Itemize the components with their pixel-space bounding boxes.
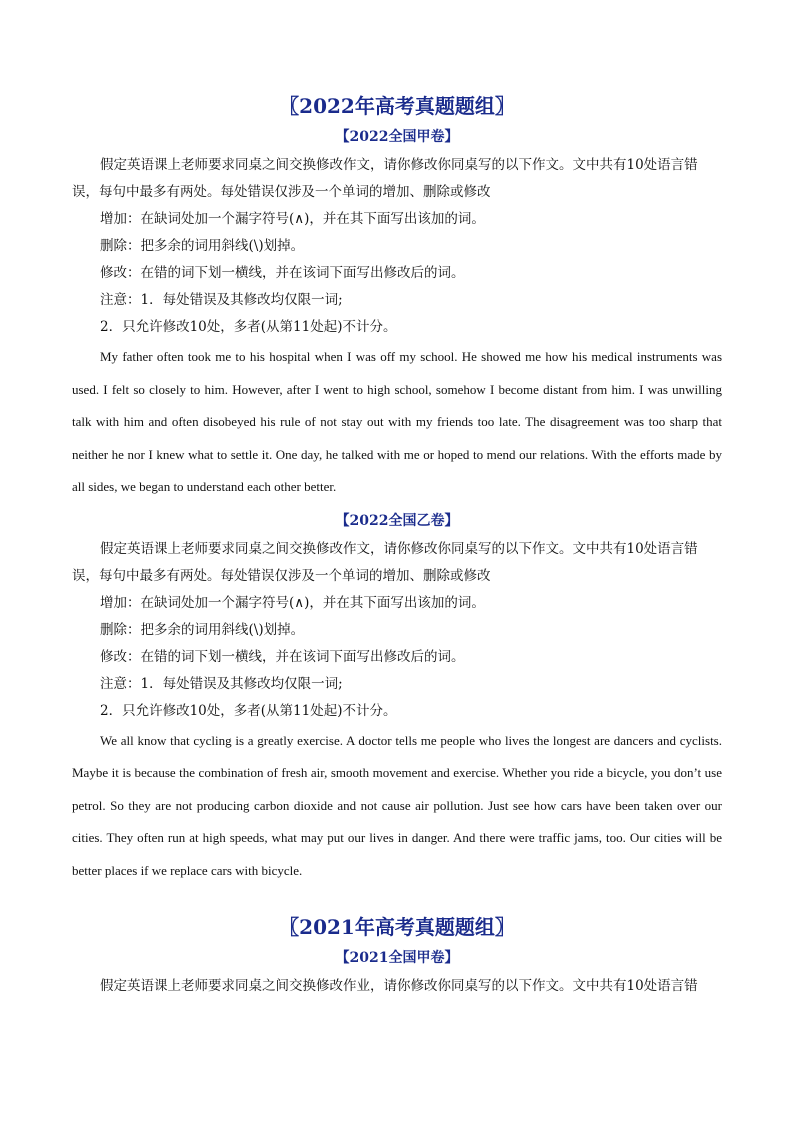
rule-delete: 删除：把多余的词用斜线(\)划掉。: [100, 621, 305, 638]
english-passage: We all know that cycling is a greatly exercise. A doctor tells me people who lives the longest are dancers and cyclists. Maybe it is because the combination of fresh air, smooth movement and exercise. Whether you ride a bicycle, you don’t use petrol. So they are not producing carbon dioxide and not cause air pollution. Just see how cars have been taken over our cities. They often run at high speeds, what may put our lives in danger. And there were traffic jams, too. Our cities will be better places if we replace cars with bicycle.: [72, 732, 722, 878]
paper-2022-jia: [72, 126, 722, 504]
group-title: 〖2021年高考真题题组〗: [279, 915, 515, 939]
rule-add: 增加：在缺词处加一个漏字符号(∧)，并在其下面写出该加的词。: [100, 211, 485, 227]
paper-title: 【2022全国乙卷】: [335, 512, 459, 529]
rule-note-1: 注意：1．每处错误及其修改均仅限一词;: [100, 292, 343, 308]
instruction-text: 假定英语课上老师要求同桌之间交换修改作文，请你修改你同桌写的以下作文。文中共有10处语言错误，每句中最多有两处。每处错误仅涉及一个单词的增加、删除或修改: [72, 157, 698, 200]
paper-title: 【2021全国甲卷】: [335, 950, 459, 966]
english-passage: My father often took me to his hospital when I was off my school. He showed me how his medical instruments was used. I felt so closely to him. However, after I went to high school, somehow I become distant from him. I was unwilling talk with him and often disobeyed his rule of not stay out with my friends too late. The disagreement was too sharp that neither he nor I knew what to settle it. One day, he talked with me or hoped to mend our relations. With the efforts made by all sides, we began to understand each other better.: [72, 349, 722, 494]
rule-note-2: 2．只允许修改10处，多者(从第11处起)不计分。: [100, 702, 397, 719]
rule-note-1: 注意：1．每处错误及其修改均仅限一词;: [100, 675, 343, 692]
rule-add: 增加：在缺词处加一个漏字符号(∧)，并在其下面写出该加的词。: [100, 594, 485, 611]
instruction-text: 假定英语课上老师要求同桌之间交换修改作业，请你修改你同桌写的以下作文。文中共有10处语言错: [100, 978, 698, 994]
rule-delete: 删除：把多余的词用斜线(\)划掉。: [100, 238, 305, 254]
document-content: [72, 92, 722, 1000]
section-gap: [72, 887, 722, 913]
rule-note-2: 2．只允许修改10处，多者(从第11处起)不计分。: [100, 319, 397, 335]
paper-2022-yi: [72, 510, 722, 888]
rule-modify: 修改：在错的词下划一横线，并在该词下面写出修改后的词。: [100, 265, 465, 281]
paper-2021-jia: [72, 947, 722, 1000]
rule-modify: 修改：在错的词下划一横线，并在该词下面写出修改后的词。: [100, 648, 465, 665]
section-2021: [72, 913, 722, 1000]
group-title: 〖2022年高考真题题组〗: [279, 94, 515, 118]
paper-title: 【2022全国甲卷】: [335, 129, 459, 145]
instruction-text: 假定英语课上老师要求同桌之间交换修改作文，请你修改你同桌写的以下作文。文中共有10处语言错误，每句中最多有两处。每处错误仅涉及一个单词的增加、删除或修改: [72, 540, 698, 584]
section-2022: [72, 92, 722, 887]
